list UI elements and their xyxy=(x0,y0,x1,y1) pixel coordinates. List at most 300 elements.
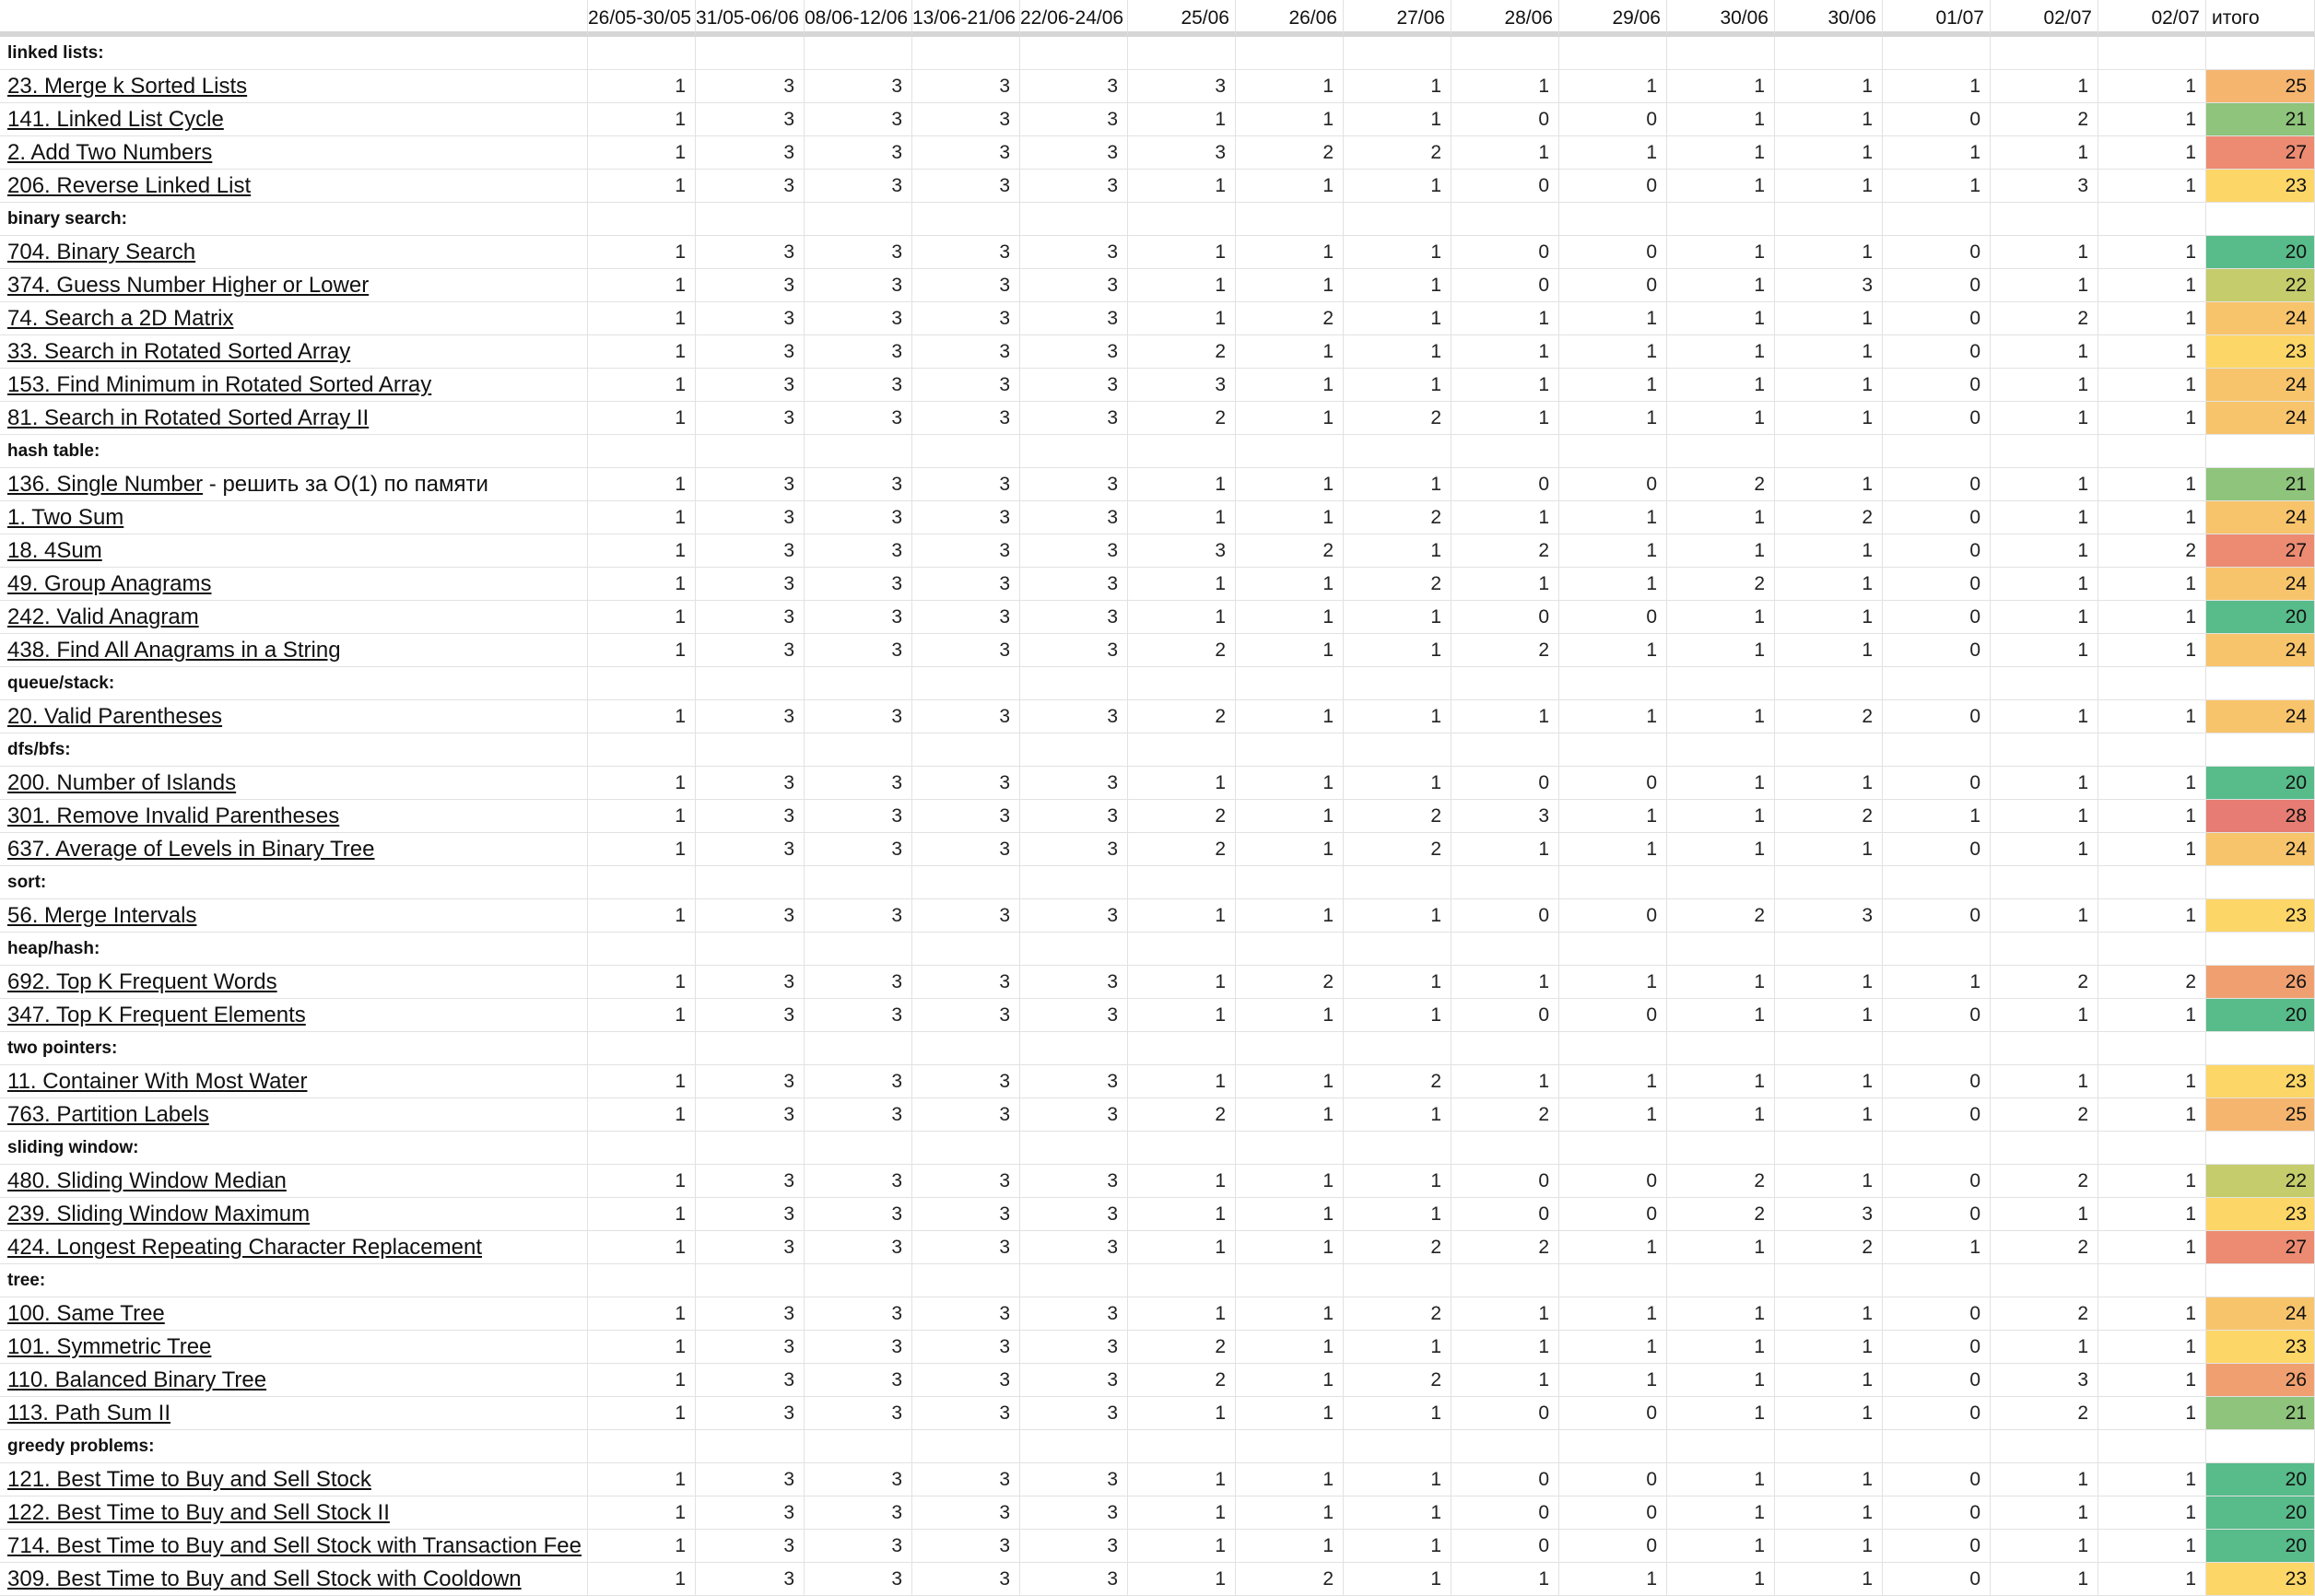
count-cell[interactable]: 1 xyxy=(1667,501,1775,534)
count-cell[interactable]: 3 xyxy=(912,767,1020,800)
count-cell[interactable]: 1 xyxy=(1667,1397,1775,1430)
count-cell[interactable]: 1 xyxy=(1991,1065,2098,1098)
count-cell[interactable]: 3 xyxy=(1991,1364,2098,1397)
total-cell[interactable]: 20 xyxy=(2206,236,2315,269)
count-cell[interactable]: 1 xyxy=(1667,402,1775,435)
empty-cell[interactable] xyxy=(1451,1132,1559,1165)
count-cell[interactable]: 0 xyxy=(1451,1496,1559,1530)
empty-cell[interactable] xyxy=(1020,866,1128,899)
count-cell[interactable]: 0 xyxy=(1559,1165,1667,1198)
count-cell[interactable]: 3 xyxy=(805,634,912,667)
count-cell[interactable]: 3 xyxy=(805,103,912,136)
empty-cell[interactable] xyxy=(1775,733,1883,767)
empty-cell[interactable] xyxy=(1775,1032,1883,1065)
total-cell[interactable]: 23 xyxy=(2206,1198,2315,1231)
count-cell[interactable]: 3 xyxy=(696,634,805,667)
task-label-cell[interactable] xyxy=(0,1563,588,1596)
count-cell[interactable]: 0 xyxy=(1883,700,1991,733)
count-cell[interactable]: 1 xyxy=(1344,1397,1451,1430)
count-cell[interactable]: 1 xyxy=(2098,1297,2206,1331)
count-cell[interactable]: 1 xyxy=(1236,634,1344,667)
empty-cell[interactable] xyxy=(1775,435,1883,468)
task-link[interactable]: 309. Best Time to Buy and Sell Stock with Cooldown xyxy=(7,1567,522,1591)
empty-cell[interactable] xyxy=(2098,667,2206,700)
empty-cell[interactable] xyxy=(696,933,805,966)
count-cell[interactable]: 2 xyxy=(1344,1065,1451,1098)
count-cell[interactable]: 3 xyxy=(805,1165,912,1198)
total-cell[interactable]: 20 xyxy=(2206,1463,2315,1496)
count-cell[interactable]: 2 xyxy=(1128,335,1236,369)
count-cell[interactable]: 3 xyxy=(696,1397,805,1430)
task-link[interactable]: 153. Find Minimum in Rotated Sorted Array xyxy=(7,372,432,397)
count-cell[interactable]: 2 xyxy=(1128,1331,1236,1364)
count-cell[interactable]: 1 xyxy=(1991,899,2098,933)
count-cell[interactable]: 1 xyxy=(1667,1563,1775,1596)
count-cell[interactable]: 3 xyxy=(1020,1397,1128,1430)
empty-cell[interactable] xyxy=(2206,733,2315,767)
count-cell[interactable]: 1 xyxy=(588,302,696,335)
empty-cell[interactable] xyxy=(1559,866,1667,899)
count-cell[interactable]: 0 xyxy=(1451,236,1559,269)
count-cell[interactable]: 3 xyxy=(696,833,805,866)
count-cell[interactable]: 3 xyxy=(805,1563,912,1596)
count-cell[interactable]: 1 xyxy=(1991,1530,2098,1563)
column-header-total[interactable]: итого xyxy=(2206,0,2315,37)
count-cell[interactable]: 1 xyxy=(1991,1198,2098,1231)
count-cell[interactable]: 1 xyxy=(1667,767,1775,800)
count-cell[interactable]: 1 xyxy=(1667,302,1775,335)
count-cell[interactable]: 1 xyxy=(1775,468,1883,501)
empty-cell[interactable] xyxy=(1883,435,1991,468)
empty-cell[interactable] xyxy=(1236,733,1344,767)
count-cell[interactable]: 3 xyxy=(912,1364,1020,1397)
count-cell[interactable]: 3 xyxy=(805,335,912,369)
empty-cell[interactable] xyxy=(805,1264,912,1297)
count-cell[interactable]: 0 xyxy=(1883,402,1991,435)
count-cell[interactable]: 1 xyxy=(1128,999,1236,1032)
count-cell[interactable]: 1 xyxy=(1128,269,1236,302)
count-cell[interactable]: 3 xyxy=(696,501,805,534)
count-cell[interactable]: 1 xyxy=(1236,1463,1344,1496)
count-cell[interactable]: 0 xyxy=(1883,1065,1991,1098)
count-cell[interactable]: 3 xyxy=(805,369,912,402)
count-cell[interactable]: 1 xyxy=(588,534,696,568)
count-cell[interactable]: 1 xyxy=(588,1496,696,1530)
count-cell[interactable]: 1 xyxy=(2098,1165,2206,1198)
count-cell[interactable]: 0 xyxy=(1883,634,1991,667)
count-cell[interactable]: 1 xyxy=(2098,136,2206,170)
empty-cell[interactable] xyxy=(1020,203,1128,236)
count-cell[interactable]: 1 xyxy=(588,501,696,534)
count-cell[interactable]: 1 xyxy=(1344,302,1451,335)
count-cell[interactable]: 0 xyxy=(1883,103,1991,136)
empty-cell[interactable] xyxy=(588,1264,696,1297)
count-cell[interactable]: 1 xyxy=(1775,1165,1883,1198)
count-cell[interactable]: 0 xyxy=(1883,1563,1991,1596)
count-cell[interactable]: 0 xyxy=(1883,369,1991,402)
count-cell[interactable]: 1 xyxy=(1883,966,1991,999)
count-cell[interactable]: 1 xyxy=(588,103,696,136)
count-cell[interactable]: 3 xyxy=(696,302,805,335)
empty-cell[interactable] xyxy=(1128,203,1236,236)
count-cell[interactable]: 2 xyxy=(1667,1165,1775,1198)
empty-cell[interactable] xyxy=(805,933,912,966)
count-cell[interactable]: 1 xyxy=(2098,1098,2206,1132)
count-cell[interactable]: 0 xyxy=(1883,1530,1991,1563)
count-cell[interactable]: 3 xyxy=(696,966,805,999)
count-cell[interactable]: 3 xyxy=(912,999,1020,1032)
count-cell[interactable]: 1 xyxy=(1128,601,1236,634)
task-label-cell[interactable] xyxy=(0,1098,588,1132)
empty-cell[interactable] xyxy=(1128,435,1236,468)
empty-cell[interactable] xyxy=(1667,1430,1775,1463)
column-header-5[interactable]: 22/06-24/06 xyxy=(1020,0,1128,37)
count-cell[interactable]: 3 xyxy=(1020,1065,1128,1098)
empty-cell[interactable] xyxy=(1667,435,1775,468)
task-label-cell[interactable] xyxy=(0,269,588,302)
count-cell[interactable]: 2 xyxy=(1775,800,1883,833)
count-cell[interactable]: 3 xyxy=(805,302,912,335)
count-cell[interactable]: 1 xyxy=(1451,1297,1559,1331)
empty-cell[interactable] xyxy=(2206,1132,2315,1165)
count-cell[interactable]: 1 xyxy=(588,634,696,667)
count-cell[interactable]: 1 xyxy=(2098,236,2206,269)
count-cell[interactable]: 3 xyxy=(1020,103,1128,136)
count-cell[interactable]: 3 xyxy=(805,833,912,866)
empty-cell[interactable] xyxy=(1775,1132,1883,1165)
empty-cell[interactable] xyxy=(912,1132,1020,1165)
total-cell[interactable]: 21 xyxy=(2206,1397,2315,1430)
count-cell[interactable]: 0 xyxy=(1451,468,1559,501)
count-cell[interactable]: 3 xyxy=(696,1231,805,1264)
count-cell[interactable]: 3 xyxy=(805,1530,912,1563)
task-link[interactable]: 81. Search in Rotated Sorted Array II xyxy=(7,405,370,430)
empty-cell[interactable] xyxy=(1775,933,1883,966)
count-cell[interactable]: 1 xyxy=(1667,634,1775,667)
count-cell[interactable]: 1 xyxy=(1559,136,1667,170)
count-cell[interactable]: 1 xyxy=(1775,335,1883,369)
task-label-cell[interactable] xyxy=(0,1198,588,1231)
count-cell[interactable]: 0 xyxy=(1559,170,1667,203)
task-label-cell[interactable] xyxy=(0,70,588,103)
empty-cell[interactable] xyxy=(2206,1264,2315,1297)
task-link[interactable]: 11. Container With Most Water xyxy=(7,1069,308,1094)
count-cell[interactable]: 0 xyxy=(1883,1397,1991,1430)
count-cell[interactable]: 1 xyxy=(588,335,696,369)
count-cell[interactable]: 3 xyxy=(696,1530,805,1563)
count-cell[interactable]: 2 xyxy=(1451,534,1559,568)
count-cell[interactable]: 3 xyxy=(805,1463,912,1496)
count-cell[interactable]: 3 xyxy=(1020,767,1128,800)
total-cell[interactable]: 20 xyxy=(2206,999,2315,1032)
empty-cell[interactable] xyxy=(1020,933,1128,966)
count-cell[interactable]: 0 xyxy=(1559,1496,1667,1530)
column-header-6[interactable]: 25/06 xyxy=(1128,0,1236,37)
count-cell[interactable]: 3 xyxy=(912,1530,1020,1563)
count-cell[interactable]: 1 xyxy=(1883,70,1991,103)
count-cell[interactable]: 1 xyxy=(1128,468,1236,501)
task-label-cell[interactable] xyxy=(0,1397,588,1430)
empty-cell[interactable] xyxy=(1991,435,2098,468)
count-cell[interactable]: 3 xyxy=(696,999,805,1032)
empty-cell[interactable] xyxy=(1883,1430,1991,1463)
task-label-cell[interactable] xyxy=(0,302,588,335)
count-cell[interactable]: 1 xyxy=(1236,1496,1344,1530)
total-cell[interactable]: 23 xyxy=(2206,1065,2315,1098)
count-cell[interactable]: 1 xyxy=(1775,1563,1883,1596)
count-cell[interactable]: 3 xyxy=(1020,833,1128,866)
count-cell[interactable]: 3 xyxy=(805,601,912,634)
count-cell[interactable]: 1 xyxy=(1451,136,1559,170)
count-cell[interactable]: 1 xyxy=(1344,70,1451,103)
empty-cell[interactable] xyxy=(912,435,1020,468)
count-cell[interactable]: 3 xyxy=(1020,1331,1128,1364)
count-cell[interactable]: 2 xyxy=(1236,136,1344,170)
count-cell[interactable]: 1 xyxy=(1775,70,1883,103)
count-cell[interactable]: 3 xyxy=(696,1331,805,1364)
count-cell[interactable]: 3 xyxy=(696,369,805,402)
count-cell[interactable]: 1 xyxy=(1236,601,1344,634)
empty-cell[interactable] xyxy=(696,203,805,236)
count-cell[interactable]: 1 xyxy=(1236,999,1344,1032)
count-cell[interactable]: 3 xyxy=(696,1563,805,1596)
count-cell[interactable]: 1 xyxy=(1667,70,1775,103)
empty-cell[interactable] xyxy=(2206,37,2315,70)
count-cell[interactable]: 1 xyxy=(1775,302,1883,335)
count-cell[interactable]: 1 xyxy=(588,1397,696,1430)
count-cell[interactable]: 1 xyxy=(1236,767,1344,800)
count-cell[interactable]: 3 xyxy=(912,1463,1020,1496)
total-cell[interactable]: 23 xyxy=(2206,1563,2315,1596)
total-cell[interactable]: 25 xyxy=(2206,1098,2315,1132)
total-cell[interactable]: 24 xyxy=(2206,833,2315,866)
count-cell[interactable]: 0 xyxy=(1451,1397,1559,1430)
count-cell[interactable]: 1 xyxy=(1991,1563,2098,1596)
empty-cell[interactable] xyxy=(1236,1032,1344,1065)
empty-cell[interactable] xyxy=(1667,1032,1775,1065)
count-cell[interactable]: 1 xyxy=(1128,170,1236,203)
total-cell[interactable]: 26 xyxy=(2206,966,2315,999)
count-cell[interactable]: 1 xyxy=(1559,335,1667,369)
count-cell[interactable]: 1 xyxy=(1236,1098,1344,1132)
count-cell[interactable]: 1 xyxy=(588,236,696,269)
count-cell[interactable]: 2 xyxy=(1667,1198,1775,1231)
count-cell[interactable]: 1 xyxy=(1128,1297,1236,1331)
count-cell[interactable]: 1 xyxy=(2098,767,2206,800)
empty-cell[interactable] xyxy=(912,1032,1020,1065)
count-cell[interactable]: 3 xyxy=(912,966,1020,999)
count-cell[interactable]: 3 xyxy=(912,1496,1020,1530)
count-cell[interactable]: 3 xyxy=(1020,634,1128,667)
count-cell[interactable]: 1 xyxy=(1991,601,2098,634)
count-cell[interactable]: 1 xyxy=(2098,302,2206,335)
count-cell[interactable]: 1 xyxy=(1344,1530,1451,1563)
empty-cell[interactable] xyxy=(1236,203,1344,236)
count-cell[interactable]: 3 xyxy=(805,170,912,203)
count-cell[interactable]: 1 xyxy=(1775,1496,1883,1530)
empty-cell[interactable] xyxy=(1128,866,1236,899)
count-cell[interactable]: 1 xyxy=(1451,568,1559,601)
count-cell[interactable]: 2 xyxy=(1236,302,1344,335)
count-cell[interactable]: 1 xyxy=(588,1297,696,1331)
empty-cell[interactable] xyxy=(1020,1032,1128,1065)
count-cell[interactable]: 0 xyxy=(1883,534,1991,568)
empty-cell[interactable] xyxy=(2098,1032,2206,1065)
empty-cell[interactable] xyxy=(1559,667,1667,700)
count-cell[interactable]: 1 xyxy=(2098,601,2206,634)
empty-cell[interactable] xyxy=(1020,733,1128,767)
task-link[interactable]: 200. Number of Islands xyxy=(7,770,237,795)
count-cell[interactable]: 3 xyxy=(1020,1198,1128,1231)
count-cell[interactable]: 1 xyxy=(1775,568,1883,601)
count-cell[interactable]: 3 xyxy=(805,402,912,435)
empty-cell[interactable] xyxy=(1559,37,1667,70)
empty-cell[interactable] xyxy=(588,435,696,468)
count-cell[interactable]: 3 xyxy=(912,601,1020,634)
count-cell[interactable]: 2 xyxy=(1991,302,2098,335)
count-cell[interactable]: 0 xyxy=(1559,899,1667,933)
count-cell[interactable]: 1 xyxy=(1667,369,1775,402)
count-cell[interactable]: 3 xyxy=(912,800,1020,833)
empty-cell[interactable] xyxy=(1667,733,1775,767)
count-cell[interactable]: 3 xyxy=(912,269,1020,302)
count-cell[interactable]: 3 xyxy=(912,568,1020,601)
count-cell[interactable]: 1 xyxy=(1236,700,1344,733)
count-cell[interactable]: 2 xyxy=(1667,568,1775,601)
count-cell[interactable]: 2 xyxy=(1344,568,1451,601)
count-cell[interactable]: 2 xyxy=(1991,1098,2098,1132)
empty-cell[interactable] xyxy=(1775,1430,1883,1463)
count-cell[interactable]: 1 xyxy=(1236,468,1344,501)
empty-cell[interactable] xyxy=(912,933,1020,966)
count-cell[interactable]: 1 xyxy=(2098,1397,2206,1430)
count-cell[interactable]: 1 xyxy=(1128,568,1236,601)
empty-cell[interactable] xyxy=(1236,435,1344,468)
count-cell[interactable]: 1 xyxy=(1344,700,1451,733)
count-cell[interactable]: 3 xyxy=(696,402,805,435)
total-cell[interactable]: 23 xyxy=(2206,335,2315,369)
count-cell[interactable]: 1 xyxy=(1128,1463,1236,1496)
task-label-cell[interactable] xyxy=(0,1364,588,1397)
count-cell[interactable]: 1 xyxy=(2098,1231,2206,1264)
count-cell[interactable]: 1 xyxy=(1344,1563,1451,1596)
count-cell[interactable]: 3 xyxy=(805,568,912,601)
count-cell[interactable]: 1 xyxy=(1128,899,1236,933)
count-cell[interactable]: 3 xyxy=(696,269,805,302)
task-label-cell[interactable] xyxy=(0,700,588,733)
count-cell[interactable]: 3 xyxy=(912,1563,1020,1596)
count-cell[interactable]: 3 xyxy=(1020,1530,1128,1563)
count-cell[interactable]: 3 xyxy=(696,899,805,933)
count-cell[interactable]: 1 xyxy=(588,402,696,435)
count-cell[interactable]: 1 xyxy=(588,1463,696,1496)
task-label-cell[interactable] xyxy=(0,1463,588,1496)
count-cell[interactable]: 1 xyxy=(588,1331,696,1364)
count-cell[interactable]: 1 xyxy=(1451,1364,1559,1397)
count-cell[interactable]: 0 xyxy=(1451,767,1559,800)
count-cell[interactable]: 1 xyxy=(1451,1065,1559,1098)
count-cell[interactable]: 1 xyxy=(588,468,696,501)
empty-cell[interactable] xyxy=(1559,933,1667,966)
task-link[interactable]: 301. Remove Invalid Parentheses xyxy=(7,804,340,828)
count-cell[interactable]: 1 xyxy=(1559,1364,1667,1397)
count-cell[interactable]: 1 xyxy=(1559,302,1667,335)
empty-cell[interactable] xyxy=(805,203,912,236)
count-cell[interactable]: 2 xyxy=(1775,1231,1883,1264)
task-link[interactable]: 374. Guess Number Higher or Lower xyxy=(7,273,370,298)
count-cell[interactable]: 3 xyxy=(1020,1563,1128,1596)
task-label-cell[interactable] xyxy=(0,103,588,136)
empty-cell[interactable] xyxy=(1451,203,1559,236)
column-header-8[interactable]: 27/06 xyxy=(1344,0,1451,37)
count-cell[interactable]: 1 xyxy=(1559,70,1667,103)
task-label-cell[interactable] xyxy=(0,170,588,203)
count-cell[interactable]: 0 xyxy=(1451,170,1559,203)
count-cell[interactable]: 1 xyxy=(588,1563,696,1596)
total-cell[interactable]: 24 xyxy=(2206,700,2315,733)
total-cell[interactable]: 20 xyxy=(2206,767,2315,800)
empty-cell[interactable] xyxy=(2098,1132,2206,1165)
count-cell[interactable]: 2 xyxy=(1344,1364,1451,1397)
empty-cell[interactable] xyxy=(696,667,805,700)
total-cell[interactable]: 20 xyxy=(2206,1530,2315,1563)
task-link[interactable]: 49. Group Anagrams xyxy=(7,571,212,596)
count-cell[interactable]: 2 xyxy=(1991,1165,2098,1198)
empty-cell[interactable] xyxy=(1991,203,2098,236)
count-cell[interactable]: 1 xyxy=(1344,1098,1451,1132)
count-cell[interactable]: 1 xyxy=(1667,833,1775,866)
empty-cell[interactable] xyxy=(1344,37,1451,70)
total-cell[interactable]: 23 xyxy=(2206,1331,2315,1364)
count-cell[interactable]: 0 xyxy=(1883,1364,1991,1397)
count-cell[interactable]: 0 xyxy=(1451,1530,1559,1563)
count-cell[interactable]: 3 xyxy=(805,1198,912,1231)
count-cell[interactable]: 1 xyxy=(1883,1231,1991,1264)
count-cell[interactable]: 2 xyxy=(2098,534,2206,568)
count-cell[interactable]: 0 xyxy=(1883,767,1991,800)
empty-cell[interactable] xyxy=(2098,435,2206,468)
count-cell[interactable]: 1 xyxy=(1559,402,1667,435)
total-cell[interactable]: 24 xyxy=(2206,402,2315,435)
count-cell[interactable]: 1 xyxy=(588,369,696,402)
count-cell[interactable]: 1 xyxy=(1667,1098,1775,1132)
count-cell[interactable]: 0 xyxy=(1451,1463,1559,1496)
count-cell[interactable]: 1 xyxy=(1128,1198,1236,1231)
count-cell[interactable]: 1 xyxy=(1451,70,1559,103)
count-cell[interactable]: 1 xyxy=(1236,1331,1344,1364)
count-cell[interactable]: 3 xyxy=(805,899,912,933)
count-cell[interactable]: 3 xyxy=(805,501,912,534)
task-link[interactable]: 141. Linked List Cycle xyxy=(7,107,224,132)
count-cell[interactable]: 0 xyxy=(1883,335,1991,369)
empty-cell[interactable] xyxy=(805,667,912,700)
count-cell[interactable]: 1 xyxy=(1559,369,1667,402)
empty-cell[interactable] xyxy=(1128,933,1236,966)
empty-cell[interactable] xyxy=(1883,933,1991,966)
count-cell[interactable]: 1 xyxy=(2098,369,2206,402)
count-cell[interactable]: 1 xyxy=(1236,833,1344,866)
empty-cell[interactable] xyxy=(1559,733,1667,767)
count-cell[interactable]: 3 xyxy=(696,1198,805,1231)
count-cell[interactable]: 0 xyxy=(1883,236,1991,269)
count-cell[interactable]: 3 xyxy=(1020,601,1128,634)
count-cell[interactable]: 3 xyxy=(1020,1231,1128,1264)
count-cell[interactable]: 1 xyxy=(1344,999,1451,1032)
count-cell[interactable]: 1 xyxy=(588,800,696,833)
count-cell[interactable]: 1 xyxy=(588,269,696,302)
column-header-14[interactable]: 02/07 xyxy=(1991,0,2098,37)
count-cell[interactable]: 1 xyxy=(1344,269,1451,302)
